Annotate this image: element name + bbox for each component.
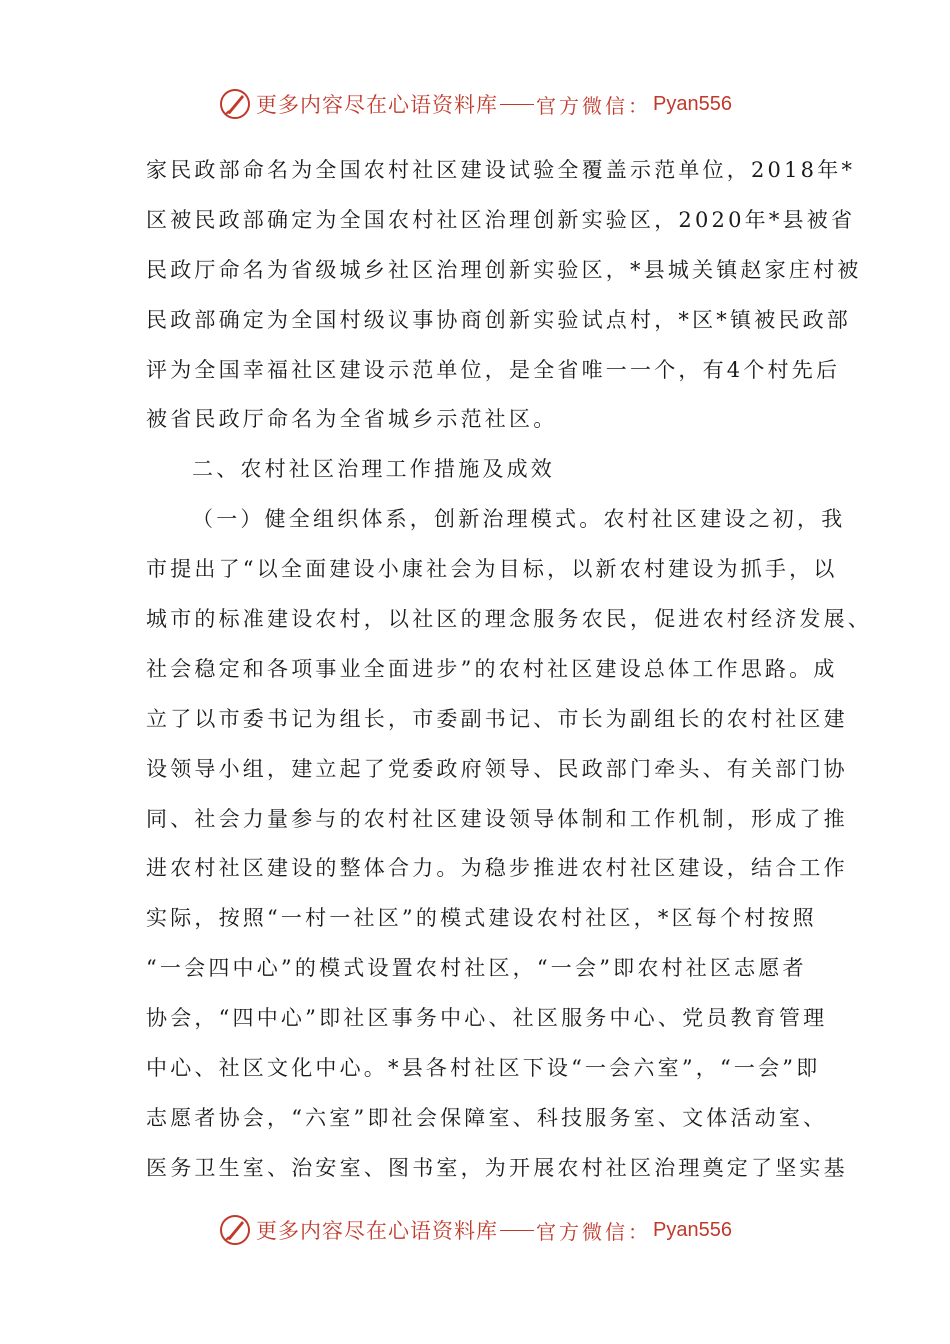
watermark-brand-text: 更多内容尽在心语资料库 — [256, 93, 499, 117]
watermark-official-label: 官方微信： — [536, 93, 652, 118]
watermark-dash — [500, 1230, 534, 1231]
body-line: 实际，按照“一村一社区”的模式建设农村社区，*区每个村按照 — [146, 906, 817, 931]
watermark-wechat-id: Pyan556 — [653, 92, 732, 115]
body-line: 志愿者协会，“六室”即社会保障室、科技服务室、文体活动室、 — [146, 1105, 828, 1130]
watermark-brand-text: 更多内容尽在心语资料库 — [256, 1219, 499, 1243]
body-line: 家民政部命名为全国农村社区建设试验全覆盖示范单位，2018年* — [146, 158, 856, 182]
header-watermark — [0, 84, 950, 124]
body-line: 区被民政部确定为全国农村社区治理创新实验区，2020年*县被省 — [146, 207, 856, 232]
watermark-dash — [500, 104, 534, 105]
body-line: 被省民政厅命名为全省城乡示范社区。 — [146, 407, 558, 432]
watermark-official-label: 官方微信： — [536, 1219, 652, 1244]
body-line: “一会四中心”的模式设置农村社区，“一会”即农村社区志愿者 — [146, 956, 807, 981]
body-line: 协会，“四中心”即社区事务中心、社区服务中心、党员教育管理 — [146, 1006, 828, 1031]
body-line: 民政部确定为全国村级议事协商创新实验试点村，*区*镇被民政部 — [146, 307, 851, 332]
body-line: 设领导小组，建立起了党委政府领导、民政部门牵头、有关部门协 — [146, 756, 848, 781]
document-body — [146, 146, 872, 1194]
body-line: 市提出了“以全面建设小康社会为目标，以新农村建设为抓手，以 — [146, 557, 838, 582]
body-line: 城市的标准建设农村，以社区的理念服务农民，促进农村经济发展、 — [146, 607, 872, 632]
quill-logo-icon — [218, 1213, 252, 1247]
watermark-wechat-id: Pyan556 — [653, 1218, 732, 1241]
body-line: 同、社会力量参与的农村社区建设领导体制和工作机制，形成了推 — [146, 806, 848, 831]
section-heading: 二、农村社区治理工作措施及成效 — [192, 457, 555, 482]
footer-watermark — [0, 1210, 950, 1250]
body-line: 社会稳定和各项事业全面进步”的农村社区建设总体工作思路。成 — [146, 656, 838, 681]
body-line: 立了以市委书记为组长，市委副书记、市长为副组长的农村社区建 — [146, 706, 848, 731]
quill-logo-icon — [218, 87, 252, 121]
body-line: 医务卫生室、治安室、图书室，为开展农村社区治理奠定了坚实基 — [146, 1155, 848, 1180]
body-line: 中心、社区文化中心。*县各村社区下设“一会六室”，“一会”即 — [146, 1056, 821, 1081]
body-line: 进农村社区建设的整体合力。为稳步推进农村社区建设，结合工作 — [146, 856, 848, 881]
body-line: 民政厅命名为省级城乡社区治理创新实验区，*县城关镇赵家庄村被 — [146, 257, 862, 282]
subsection-heading-line: （一）健全组织体系，创新治理模式。农村社区建设之初，我 — [192, 507, 846, 532]
body-line: 评为全国幸福社区建设示范单位，是全省唯一一个，有4个村先后 — [146, 357, 841, 382]
